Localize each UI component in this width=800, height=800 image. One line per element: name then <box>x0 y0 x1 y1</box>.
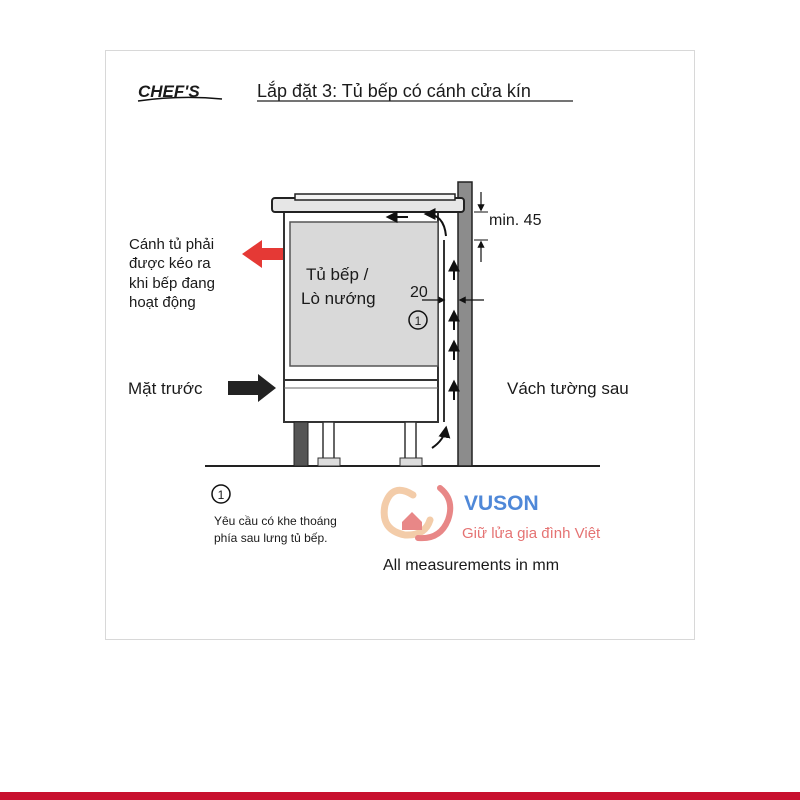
front-label: Mặt trước <box>128 379 203 398</box>
foot-rear <box>400 458 422 466</box>
gap-top-label: min. 45 <box>489 212 542 229</box>
door-note-line4: hoạt động <box>129 294 196 311</box>
cabinet-label-line1: Tủ bếp / <box>306 265 369 284</box>
front-arrow <box>228 374 276 402</box>
plinth <box>294 422 308 466</box>
dimension-min45 <box>474 192 488 262</box>
rear-wall-label: Vách tường sau <box>507 379 629 398</box>
note-marker-number: 1 <box>217 488 225 502</box>
bottom-brand-bar <box>0 792 800 800</box>
watermark-tagline: Giữ lửa gia đình Việt <box>462 525 601 542</box>
cabinet-drawer <box>284 380 438 422</box>
door-note-line1: Cánh tủ phải <box>129 236 215 253</box>
note-line1: Yêu cầu có khe thoáng <box>214 514 337 528</box>
note-line2: phía sau lưng tủ bếp. <box>214 531 328 545</box>
vuson-logo <box>384 488 450 538</box>
door-note-line2: được kéo ra <box>129 255 211 272</box>
measurements-note: All measurements in mm <box>383 557 560 574</box>
hob-top <box>295 194 455 200</box>
cabinet-label-line2: Lò nướng <box>301 289 376 308</box>
house-icon <box>402 512 422 530</box>
rear-wall <box>458 182 472 466</box>
gap-side-label: 20 <box>410 284 428 301</box>
page-title: Lắp đặt 3: Tủ bếp có cánh cửa kín <box>257 81 531 101</box>
chefs-logo: CHEF'S <box>138 82 200 101</box>
watermark-name: VUSON <box>464 492 539 515</box>
airflow-curve-bottom <box>432 428 446 448</box>
foot-front <box>318 458 340 466</box>
door-open-arrow <box>242 240 283 268</box>
marker-number: 1 <box>414 314 422 328</box>
door-note-line3: khi bếp đang <box>129 275 215 292</box>
